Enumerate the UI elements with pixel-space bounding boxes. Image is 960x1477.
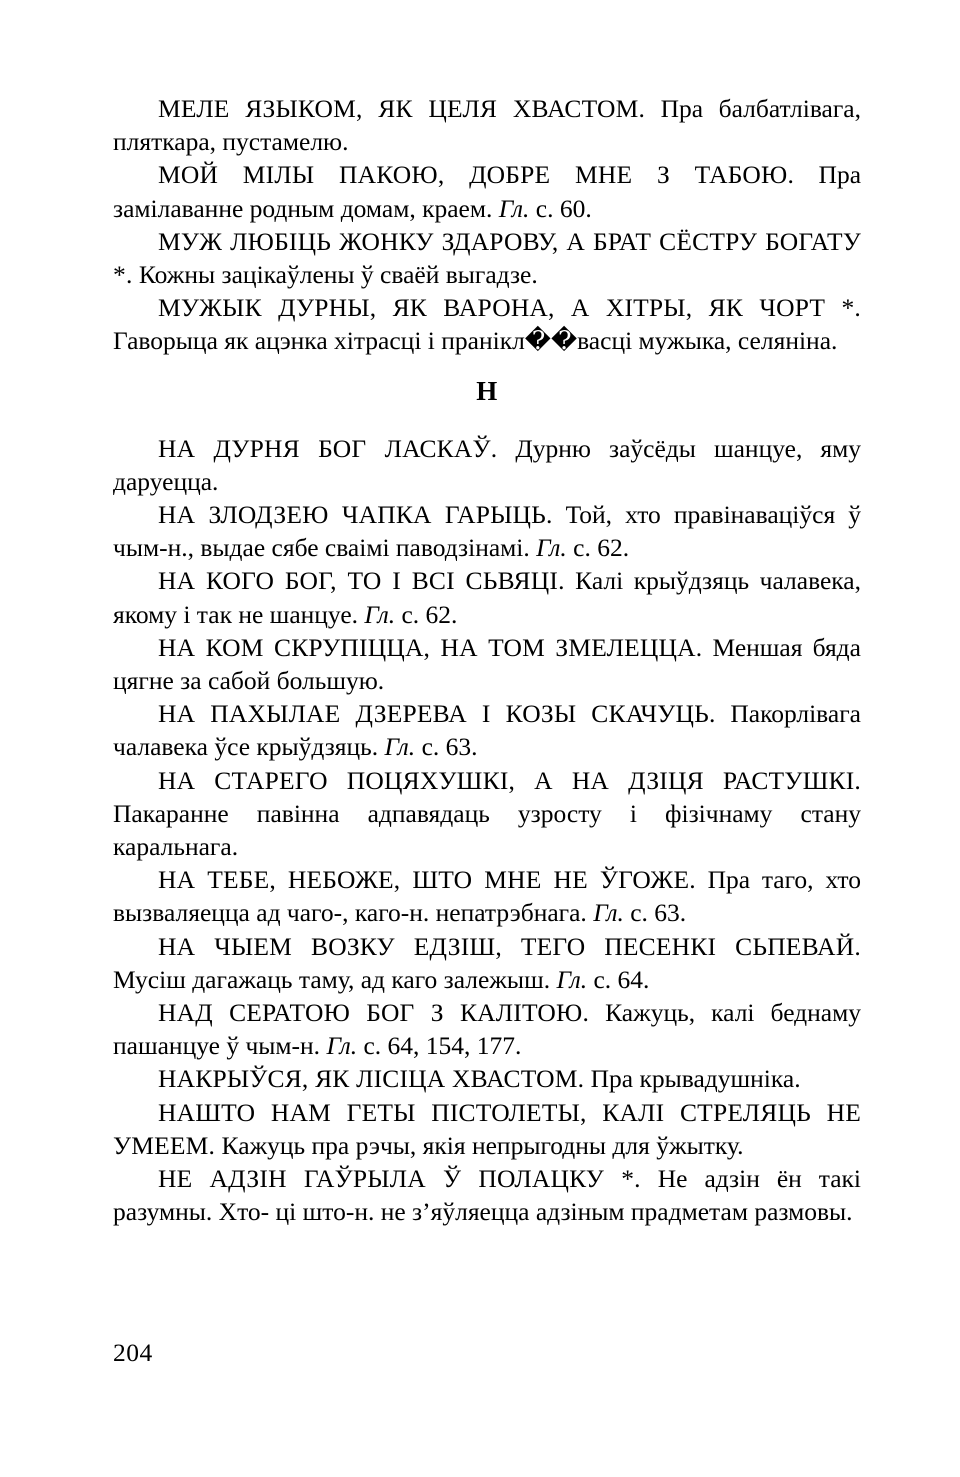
dictionary-entry bbox=[113, 764, 861, 864]
entry-reference-pages: с. 60. bbox=[529, 193, 592, 223]
entry-definition: Кажуць пра рэчы, якія непрыгодны для ўжытку. bbox=[215, 1130, 744, 1160]
section-letter-block bbox=[113, 358, 861, 432]
entry-headword: НАД СЕРАТОЮ БОГ З КАЛІТОЮ. bbox=[158, 998, 590, 1028]
entry-headword: НЕ АДЗІН ГАЎРЫЛА Ў ПОЛАЦКУ *. bbox=[158, 1164, 641, 1194]
entry-definition: Пра таго, хто вызваляецца ад чаго-, каго-н. непатрэбнага. bbox=[113, 865, 861, 928]
entry-definition: Пра балбатлівага, пляткара, пустамелю. bbox=[113, 94, 861, 157]
entry-headword: МЕЛЕ ЯЗЫКОМ, ЯК ЦЕЛЯ ХВАСТОМ. bbox=[158, 94, 646, 123]
dictionary-entry bbox=[113, 291, 861, 357]
entry-headword: НА СТАРЕГО ПОЦЯХУШКІ, А НА ДЗІЦЯ РАСТУШКІ. bbox=[158, 765, 861, 795]
entry-definition: Гаворыца як ацэнка хітрасці і пранікл��васці мужыка, селяніна. bbox=[113, 326, 838, 356]
entry-reference-pages: с. 63. bbox=[623, 898, 687, 928]
entry-headword: НА ПАХЫЛАЕ ДЗЕРЕВА І КОЗЫ СКАЧУЦЬ. bbox=[158, 699, 716, 729]
entry-definition: Кажуць, калі беднаму пашанцуе ў чым-н. bbox=[113, 998, 861, 1061]
dictionary-entry bbox=[113, 92, 861, 158]
dictionary-entry bbox=[113, 1062, 861, 1095]
entry-headword: НА ТЕБЕ, НЕБОЖЕ, ШТО МНЕ НЕ ЎГОЖЕ. bbox=[158, 865, 696, 895]
entry-reference: Гл. bbox=[326, 1031, 358, 1061]
entry-reference: Гл. bbox=[556, 964, 588, 994]
dictionary-entry bbox=[113, 225, 861, 291]
entry-headword: НА КОГО БОГ, ТО І ВСІ СЬВЯЦІ. bbox=[158, 566, 565, 596]
entry-reference-pages: с. 62. bbox=[395, 599, 458, 629]
entry-headword: МУЖЫК ДУРНЫ, ЯК ВАРОНА, А ХІТРЫ, ЯК ЧОРТ *. bbox=[158, 293, 861, 323]
entry-definition: Той, хто правінаваціўся ў чым-н., выдае сябе сваімі паводзінамі. bbox=[113, 500, 861, 563]
entry-headword: НА ЧЫЕМ ВОЗКУ ЕДЗІШ, ТЕГО ПЕСЕНКІ СЬПЕВАЙ. bbox=[158, 931, 861, 961]
dictionary-entry bbox=[113, 158, 861, 224]
entry-definition: Пра замілаванне родным домам, краем. bbox=[113, 160, 862, 223]
section-letter-heading: Н bbox=[476, 375, 498, 406]
entry-definition: Калі крыўдзяць чалавека, якому і так не шанцуе. bbox=[113, 566, 861, 629]
entry-definition: Кожны зацікаўлены ў сваёй выгадзе. bbox=[132, 260, 538, 290]
entry-headword: НА КОМ СКРУПІЦЦА, НА ТОМ ЗМЕЛЕЦЦА. bbox=[158, 632, 703, 662]
dictionary-entry bbox=[113, 697, 861, 763]
entry-reference-pages: с. 62. bbox=[566, 533, 630, 563]
entry-headword: НА ЗЛОДЗЕЮ ЧАПКА ГАРЫЦЬ. bbox=[158, 500, 553, 530]
entry-definition: Не адзін ён такі разумны. Хто- ці што-н. не з’яўляецца адзіным прадметам размовы. bbox=[113, 1164, 862, 1227]
entry-headword: НА ДУРНЯ БОГ ЛАСКАЎ. bbox=[158, 433, 498, 463]
entry-reference-pages: с. 63. bbox=[415, 732, 478, 762]
entry-headword: НАШТО НАМ ГЕТЫ ПІСТОЛЕТЫ, КАЛІ СТРЕЛЯЦЬ НЕ УМЕЕМ. bbox=[113, 1097, 861, 1160]
dictionary-entry bbox=[113, 631, 861, 697]
entry-reference: Гл. bbox=[364, 599, 396, 629]
dictionary-entry bbox=[113, 498, 861, 564]
entry-definition: Мусіш дагажаць таму, ад каго залежыш. bbox=[113, 964, 557, 994]
entry-headword: МОЙ МІЛЫ ПАКОЮ, ДОБРЕ МНЕ З ТАБОЮ. bbox=[158, 160, 795, 190]
dictionary-entry bbox=[113, 1162, 861, 1228]
page-number: 204 bbox=[113, 1338, 153, 1367]
entry-definition: Пра крывадушніка. bbox=[584, 1064, 801, 1094]
entry-headword: НАКРЫЎСЯ, ЯК ЛІСІЦА ХВАСТОМ. bbox=[158, 1064, 585, 1094]
dictionary-entry bbox=[113, 930, 861, 996]
dictionary-entry bbox=[113, 1096, 861, 1162]
entry-definition: Пакорлівага чалавека ўсе крыўдзяць. bbox=[113, 699, 861, 762]
dictionary-entry bbox=[113, 996, 861, 1062]
entry-definition: Меншая бяда цягне за сабой большую. bbox=[113, 632, 861, 696]
entry-reference: Гл. bbox=[498, 193, 530, 223]
text-column bbox=[113, 92, 861, 1229]
entry-definition: Дурню заўсёды шанцуе, яму даруецца. bbox=[113, 433, 861, 496]
dictionary-entry bbox=[113, 432, 861, 498]
entry-reference-pages: с. 64. bbox=[587, 964, 650, 994]
entry-reference-pages: с. 64, 154, 177. bbox=[357, 1031, 522, 1061]
entry-reference: Гл. bbox=[593, 898, 624, 928]
dictionary-entry bbox=[113, 863, 861, 929]
entry-reference: Гл. bbox=[384, 732, 416, 762]
entry-reference: Гл. bbox=[536, 533, 567, 563]
entry-definition: Пакаранне павінна адпавядаць узросту і фізічнаму стану каральнага. bbox=[113, 798, 861, 862]
dictionary-entry bbox=[113, 564, 861, 630]
entry-headword: МУЖ ЛЮБІЦЬ ЖОНКУ ЗДАРОВУ, А БРАТ СЁСТРУ БОГАТУ *. bbox=[113, 226, 861, 290]
